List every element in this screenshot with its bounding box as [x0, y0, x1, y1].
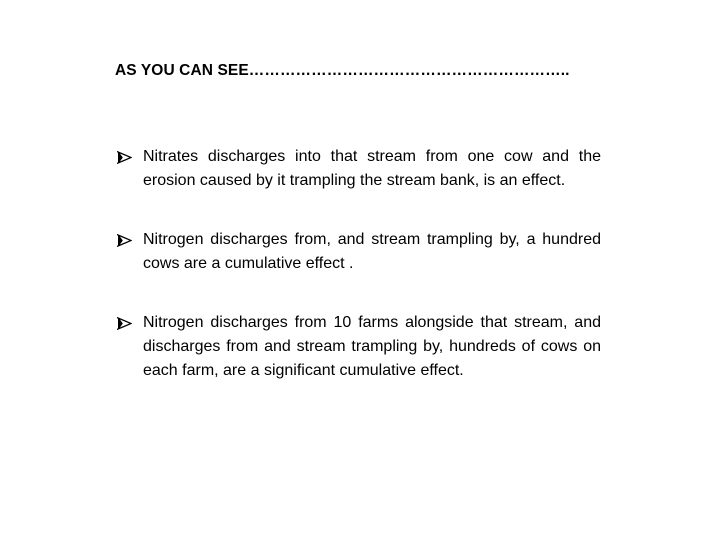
- bullet-text: Nitrates discharges into that stream from one cow and the erosion caused by it trampling the stream bank, is an effect.: [143, 148, 601, 189]
- bullet-item: [117, 145, 601, 193]
- bullet-item: [117, 228, 601, 276]
- bullet-text: Nitrogen discharges from, and stream trampling by, a hundred cows are a cumulative effect .: [143, 231, 601, 272]
- arrowhead-bullet-icon: [117, 311, 135, 330]
- arrowhead-bullet-icon: [117, 228, 135, 247]
- bullet-text: Nitrogen discharges from 10 farms alongside that stream, and discharges from and stream trampling by, hundreds of cows on each farm, are a significant cumulative effect.: [143, 314, 601, 379]
- bullet-list: [117, 145, 601, 383]
- slide-heading: AS YOU CAN SEE……………………………………………………..: [115, 62, 570, 79]
- bullet-item: [117, 311, 601, 383]
- arrowhead-bullet-icon: [117, 145, 135, 164]
